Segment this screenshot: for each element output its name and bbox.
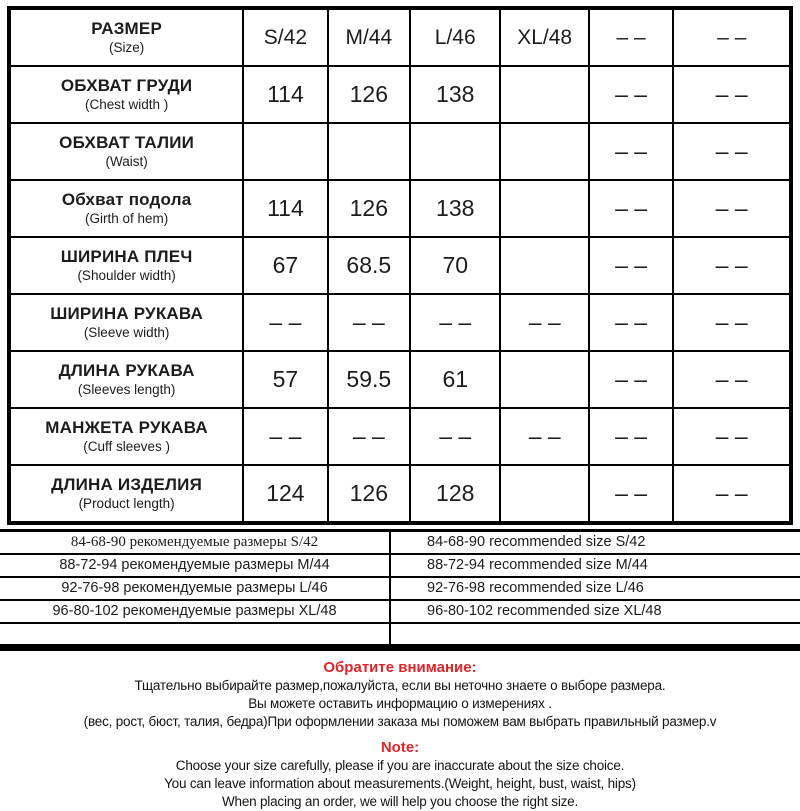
size-value-cell — [243, 123, 327, 180]
size-value-cell: 114 — [243, 180, 327, 237]
size-value-cell: – – — [673, 123, 791, 180]
row-header-cell — [9, 408, 243, 465]
recommended-sizes-rows — [0, 532, 800, 624]
size-value-cell: – – — [673, 465, 791, 523]
table-row — [9, 351, 791, 408]
row-header-cell — [9, 8, 243, 66]
note-line-en: When placing an order, we will help you choose the right size. — [221, 794, 579, 809]
size-value-cell: 67 — [243, 237, 327, 294]
note-title-ru: Обратите внимание: — [323, 659, 477, 676]
size-value-cell: L/46 — [410, 8, 500, 66]
row-label-ru: РАЗМЕР — [91, 19, 162, 38]
recommendation-row — [0, 578, 800, 601]
spacer-cell-right — [391, 624, 800, 644]
row-label-en: (Cuff sleeves ) — [83, 439, 170, 454]
size-chart-table — [7, 6, 793, 525]
size-value-cell: 61 — [410, 351, 500, 408]
size-value-cell: – – — [673, 66, 791, 123]
size-value-cell: – – — [589, 123, 673, 180]
size-value-cell: – – — [500, 408, 588, 465]
row-label-en: (Shoulder width) — [77, 268, 176, 283]
size-value-cell: – – — [243, 408, 327, 465]
row-header-cell — [9, 351, 243, 408]
table-row — [9, 237, 791, 294]
table-row — [9, 123, 791, 180]
size-value-cell: – – — [673, 8, 791, 66]
table-row — [9, 465, 791, 523]
size-value-cell — [410, 123, 500, 180]
size-value-cell: 126 — [328, 465, 410, 523]
note-block-ru — [0, 658, 800, 731]
row-label-ru: Обхват подола — [61, 190, 192, 209]
size-value-cell: 138 — [410, 180, 500, 237]
note-line-en: You can leave information about measurements.(Weight, height, bust, waist, hips) — [164, 776, 636, 791]
table-row — [9, 66, 791, 123]
size-value-cell — [500, 66, 588, 123]
size-value-cell: – – — [243, 294, 327, 351]
row-label-en: (Product length) — [78, 496, 175, 511]
table-row — [9, 294, 791, 351]
size-value-cell: 126 — [328, 180, 410, 237]
size-value-cell — [500, 237, 588, 294]
size-value-cell: M/44 — [328, 8, 410, 66]
recommendation-row — [0, 532, 800, 555]
size-value-cell: 57 — [243, 351, 327, 408]
size-value-cell: – – — [673, 351, 791, 408]
size-value-cell: – – — [589, 408, 673, 465]
size-value-cell: 114 — [243, 66, 327, 123]
recommendations-spacer-row — [0, 624, 800, 644]
row-header-cell — [9, 66, 243, 123]
note-title-en: Note: — [380, 739, 420, 756]
recommendation-ru: 88-72-94 рекомендуемые размеры M/44 — [0, 555, 391, 578]
table-row — [9, 408, 791, 465]
recommendation-ru: 84-68-90 рекомендуемые размеры S/42 — [0, 532, 391, 555]
note-lines-ru — [0, 677, 800, 731]
row-label-ru: ШИРИНА ПЛЕЧ — [60, 247, 193, 266]
recommendation-en: 84-68-90 recommended size S/42 — [391, 532, 800, 555]
row-label-ru: ДЛИНА ИЗДЕЛИЯ — [51, 475, 202, 494]
row-label-ru: МАНЖЕТА РУКАВА — [45, 418, 208, 437]
size-table-body — [9, 8, 791, 523]
size-value-cell: – – — [410, 408, 500, 465]
row-header-cell — [9, 180, 243, 237]
spacer-cell-left — [0, 624, 391, 644]
row-label-en: (Waist) — [105, 154, 148, 169]
size-value-cell: – – — [589, 465, 673, 523]
size-value-cell: 70 — [410, 237, 500, 294]
size-value-cell: – – — [589, 8, 673, 66]
row-label-ru: ОБХВАТ ГРУДИ — [60, 76, 193, 95]
note-line-ru: Тщательно выбирайте размер,пожалуйста, если вы неточно знаете о выборе размера. — [134, 678, 666, 693]
recommended-sizes-section — [0, 529, 800, 651]
size-value-cell: – – — [673, 180, 791, 237]
row-label-en: (Sleeves length) — [77, 382, 176, 397]
size-value-cell: S/42 — [243, 8, 327, 66]
row-label-en: (Size) — [108, 40, 145, 55]
size-value-cell: – – — [589, 66, 673, 123]
size-value-cell: 59.5 — [328, 351, 410, 408]
size-value-cell: – – — [673, 237, 791, 294]
size-value-cell: – – — [410, 294, 500, 351]
size-value-cell: 68.5 — [328, 237, 410, 294]
size-value-cell — [500, 465, 588, 523]
size-value-cell: – – — [589, 294, 673, 351]
row-label-en: (Sleeve width) — [83, 325, 170, 340]
row-header-cell — [9, 123, 243, 180]
recommendation-row — [0, 601, 800, 624]
size-value-cell: – – — [589, 351, 673, 408]
table-row — [9, 180, 791, 237]
size-value-cell — [500, 180, 588, 237]
recommendation-ru: 96-80-102 рекомендуемые размеры XL/48 — [0, 601, 391, 624]
size-value-cell: – – — [328, 408, 410, 465]
row-label-ru: ОБХВАТ ТАЛИИ — [59, 133, 195, 152]
recommendation-ru: 92-76-98 рекомендуемые размеры L/46 — [0, 578, 391, 601]
row-header-cell — [9, 237, 243, 294]
note-line-ru: Вы можете оставить информацию о измерениях . — [248, 696, 552, 711]
recommendation-en: 96-80-102 recommended size XL/48 — [391, 601, 800, 624]
size-value-cell: 126 — [328, 66, 410, 123]
note-lines-en — [0, 757, 800, 811]
size-value-cell: – – — [673, 408, 791, 465]
recommendation-en: 92-76-98 recommended size L/46 — [391, 578, 800, 601]
row-header-cell — [9, 294, 243, 351]
recommendation-row — [0, 555, 800, 578]
table-row — [9, 8, 791, 66]
row-label-en: (Chest width ) — [84, 97, 169, 112]
size-value-cell: – – — [500, 294, 588, 351]
size-value-cell: 124 — [243, 465, 327, 523]
row-header-cell — [9, 465, 243, 523]
size-value-cell: – – — [673, 294, 791, 351]
size-value-cell — [500, 123, 588, 180]
size-value-cell: – – — [589, 237, 673, 294]
size-value-cell — [500, 351, 588, 408]
size-value-cell: 128 — [410, 465, 500, 523]
recommendation-en: 88-72-94 recommended size M/44 — [391, 555, 800, 578]
note-block-en — [0, 738, 800, 811]
note-line-en: Choose your size carefully, please if you are inaccurate about the size choice. — [175, 758, 625, 773]
size-value-cell: 138 — [410, 66, 500, 123]
note-line-ru: (вес, рост, бюст, талия, бедра)При оформлении заказа мы поможем вам выбрать правильный размер.v — [83, 714, 717, 729]
size-value-cell: – – — [589, 180, 673, 237]
row-label-ru: ШИРИНА РУКАВА — [50, 304, 203, 323]
row-label-en: (Girth of hem) — [84, 211, 169, 226]
size-value-cell: XL/48 — [500, 8, 588, 66]
size-value-cell: – – — [328, 294, 410, 351]
row-label-ru: ДЛИНА РУКАВА — [58, 361, 195, 380]
note-section — [0, 651, 800, 811]
size-value-cell — [328, 123, 410, 180]
